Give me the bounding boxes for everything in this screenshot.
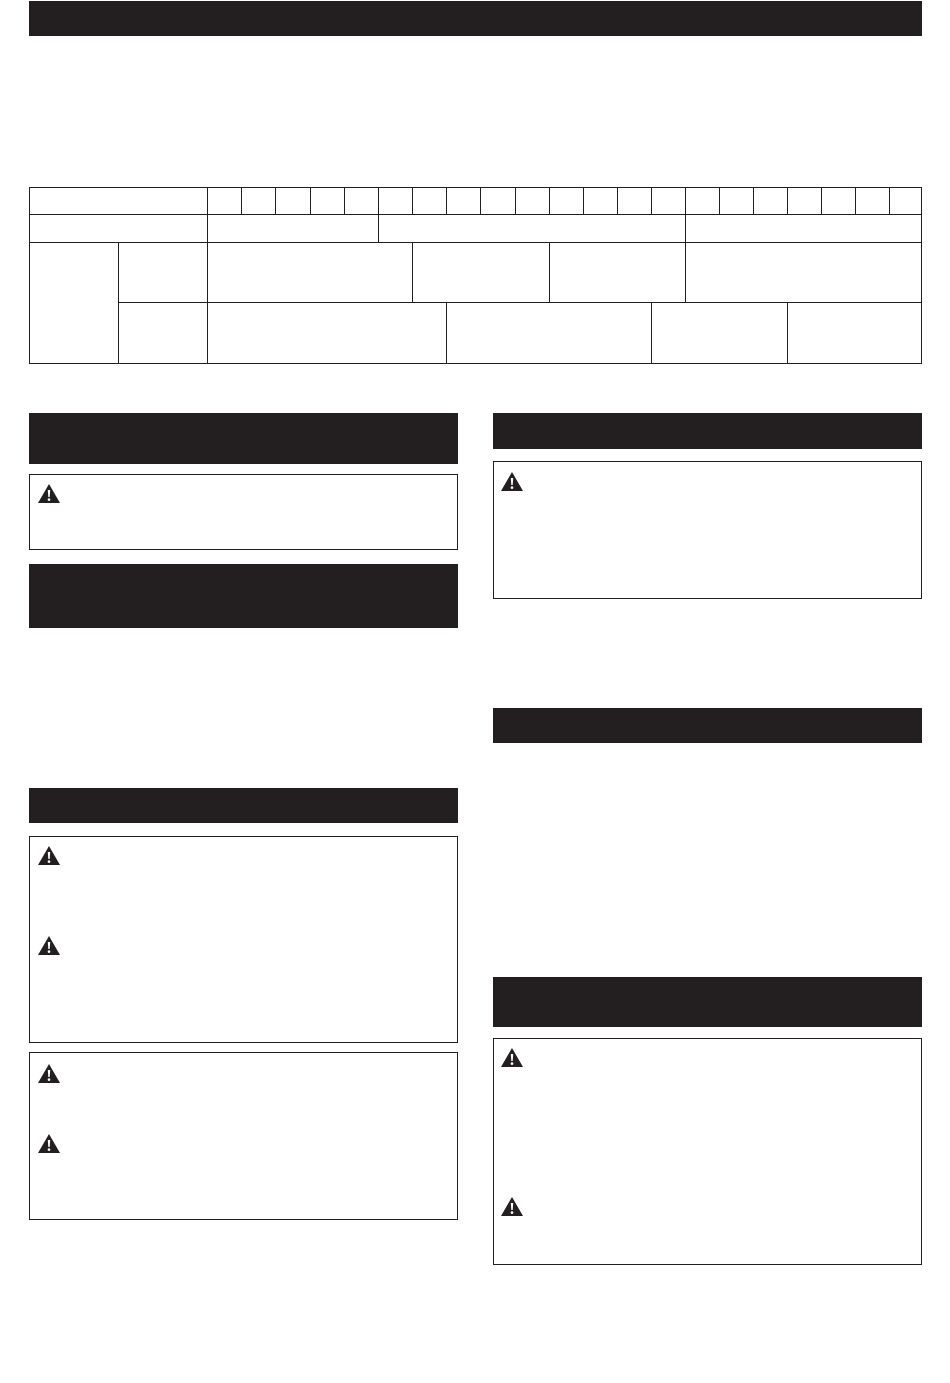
warning-box-left-3 bbox=[29, 836, 458, 1043]
warning-icon bbox=[37, 1133, 61, 1154]
warning-box-right-3 bbox=[493, 1038, 922, 1265]
warning-icon bbox=[500, 1047, 524, 1068]
spec-table-grid bbox=[29, 187, 922, 364]
section-header-left-1 bbox=[29, 413, 458, 464]
warning-icon bbox=[500, 1196, 524, 1217]
warning-box-left-1 bbox=[29, 474, 458, 550]
section-header-right-2 bbox=[493, 708, 922, 743]
warning-icon bbox=[37, 483, 61, 504]
warning-icon bbox=[37, 845, 61, 866]
warning-box-right-1 bbox=[493, 461, 922, 599]
section-header-left-3 bbox=[29, 788, 458, 823]
spec-table bbox=[29, 187, 922, 364]
section-header-right-3 bbox=[493, 977, 922, 1027]
warning-icon bbox=[500, 471, 524, 492]
section-header-right-1 bbox=[493, 413, 922, 449]
warning-box-left-4 bbox=[29, 1052, 458, 1220]
warning-icon bbox=[37, 935, 61, 956]
warning-icon bbox=[37, 1063, 61, 1084]
top-banner bbox=[29, 1, 922, 36]
section-header-left-2 bbox=[29, 564, 458, 628]
